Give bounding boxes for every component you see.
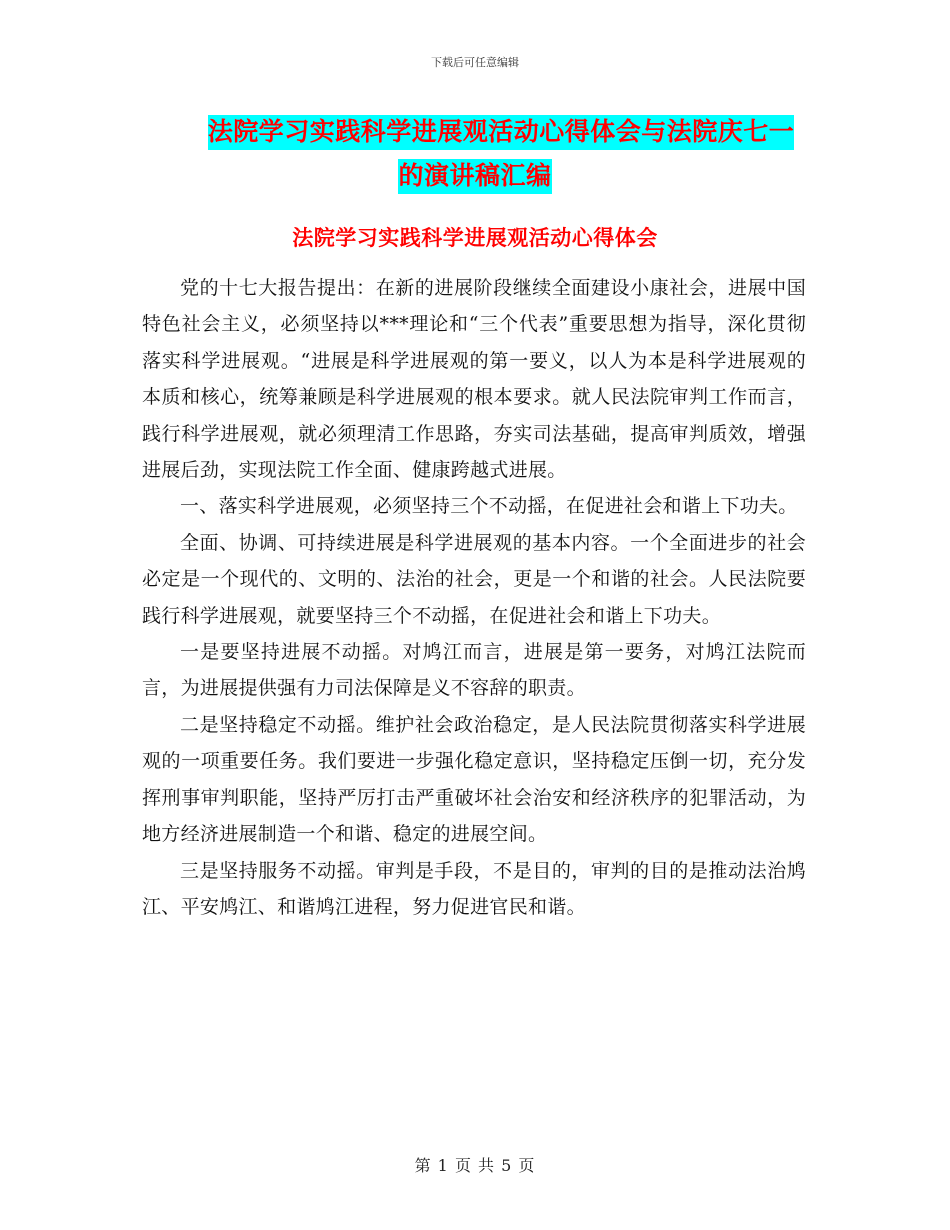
section-title: 法院学习实践科学进展观活动心得体会 <box>292 226 658 250</box>
paragraph: 全面、协调、可持续进展是科学进展观的基本内容。一个全面进步的社会必定是一个现代的、文明的、法治的社会，更是一个和谐的社会。人民法院要践行科学进展观，就要坚持三个不动摇，在促进社会和谐上下功夫。 <box>142 531 806 627</box>
document-title <box>140 110 810 198</box>
document-title-line-1: 法院学习实践科学进展观活动心得体会与法院庆七一 <box>208 115 795 150</box>
paragraph: 二是坚持稳定不动摇。维护社会政治稳定，是人民法院贯彻落实科学进展观的一项重要任务。我们要进一步强化稳定意识，坚持稳定压倒一切，充分发挥刑事审判职能，坚持严厉打击严重破坏社会治安和经济秩序的犯罪活动，为地方经济进展制造一个和谐、稳定的进展空间。 <box>142 713 806 846</box>
body-text <box>142 270 806 925</box>
paragraph: 一是要坚持进展不动摇。对鸠江而言，进展是第一要务，对鸠江法院而言，为进展提供强有力司法保障是义不容辞的职责。 <box>142 641 806 700</box>
paragraph: 一、落实科学进展观，必须坚持三个不动摇，在促进社会和谐上下功夫。 <box>180 495 798 518</box>
header-note: 下载后可任意编辑 <box>431 56 519 69</box>
paragraph: 三是坚持服务不动摇。审判是手段，不是目的，审判的目的是推动法治鸠江、平安鸠江、和谐鸠江进程，努力促进官民和谐。 <box>142 859 806 918</box>
paragraph: 党的十七大报告提出：在新的进展阶段继续全面建设小康社会，进展中国特色社会主义，必须坚持以***理论和“三个代表”重要思想为指导，深化贯彻落实科学进展观。“进展是科学进展观的第一要义，以人为本是科学进展观的本质和核心，统筹兼顾是科学进展观的根本要求。就人民法院审判工作而言，践行科学进展观，就必须理清工作思路，夯实司法基础，提高审判质效，增强进展后劲，实现法院工作全面、健康跨越式进展。 <box>142 277 806 482</box>
document-title-line-2: 的演讲稿汇编 <box>398 159 551 194</box>
page-number: 第 1 页 共 5 页 <box>414 1156 536 1175</box>
